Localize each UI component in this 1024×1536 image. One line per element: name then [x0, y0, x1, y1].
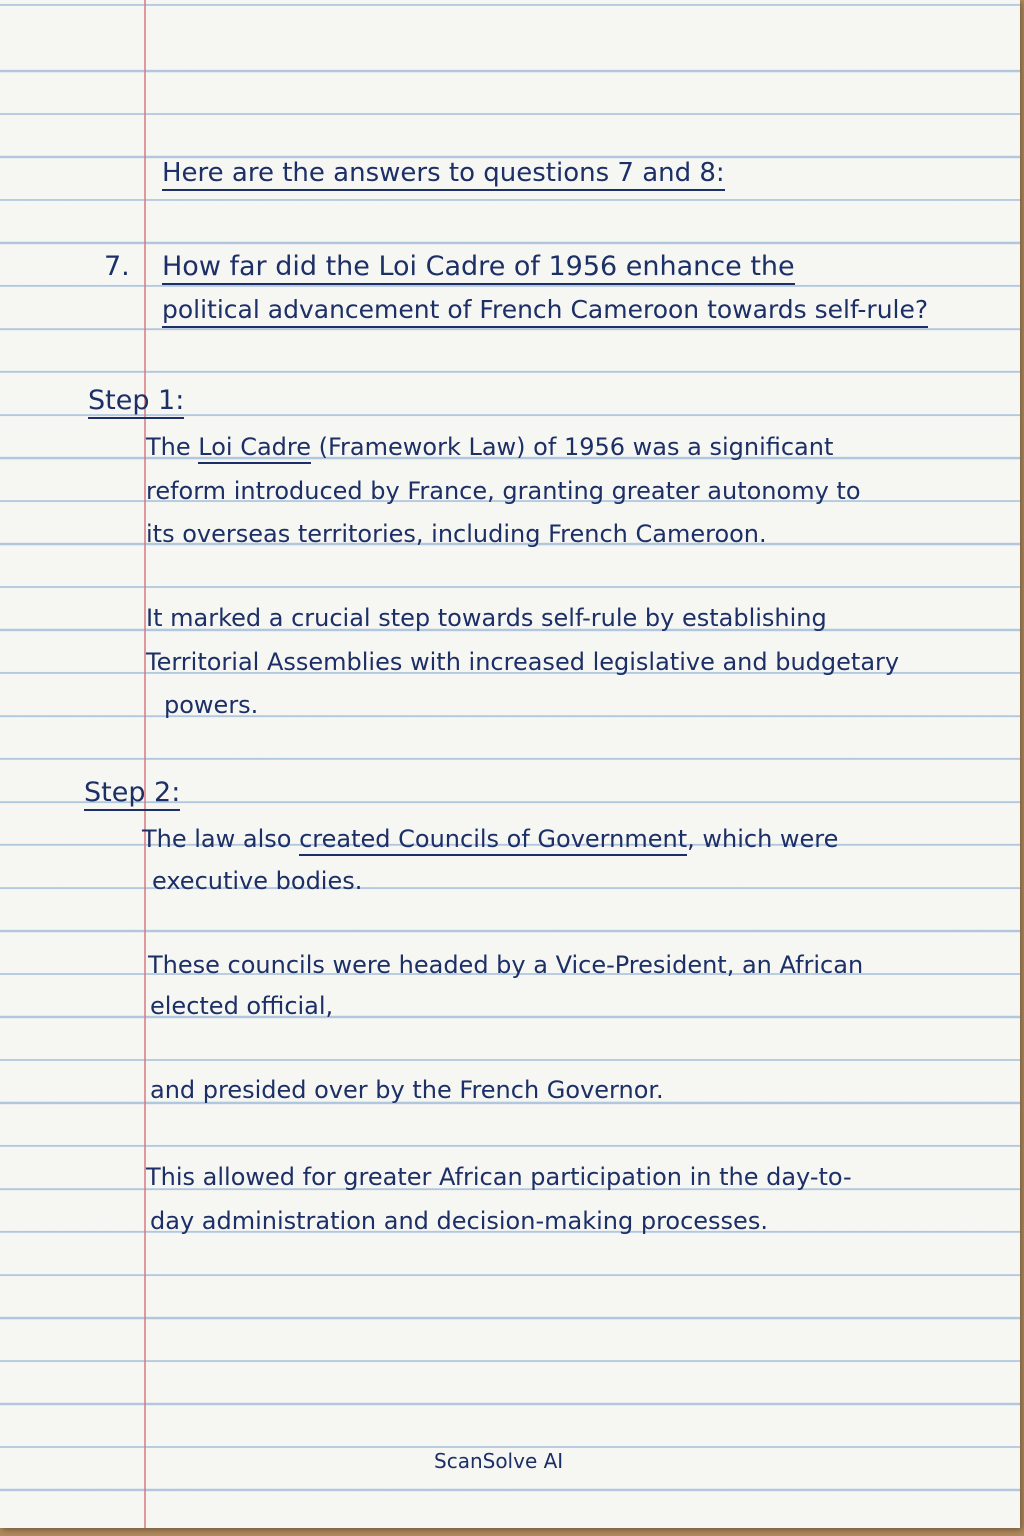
footer-brand: ScanSolve AI	[434, 1449, 564, 1473]
step-2-paragraph-1-line-1	[142, 824, 838, 854]
step-2-text: , which were	[687, 825, 839, 853]
step-2-paragraph-1-line-2: executive bodies.	[152, 867, 363, 895]
step-1-paragraph-1-line-3: its overseas territories, including French Cameroon.	[146, 520, 767, 548]
step-2-label: Step 2:	[84, 778, 180, 811]
step-1-text: The	[146, 433, 199, 461]
councils-term: created Councils of Government	[299, 825, 687, 856]
step-1-paragraph-2-line-1: It marked a crucial step towards self-rule by establishing	[146, 604, 827, 632]
step-2-paragraph-4-line-2: day administration and decision-making processes.	[150, 1207, 768, 1235]
step-2-paragraph-2-line-2: elected official,	[150, 992, 334, 1020]
question-number: 7.	[104, 251, 130, 282]
step-2-paragraph-3-line-1: and presided over by the French Governor.	[150, 1076, 664, 1104]
loi-cadre-term: Loi Cadre	[198, 433, 311, 464]
step-1-paragraph-2-line-2: Territorial Assemblies with increased legislative and budgetary	[146, 648, 900, 676]
question-line-1: How far did the Loi Cadre of 1956 enhance the	[162, 252, 795, 285]
question-line-2: political advancement of French Cameroon towards self-rule?	[162, 295, 928, 328]
step-2-paragraph-2-line-1: These councils were headed by a Vice-President, an African	[148, 951, 864, 979]
step-1-paragraph-1-line-1	[146, 432, 833, 462]
intro-heading: Here are the answers to questions 7 and 8:	[162, 158, 725, 191]
step-2-text: The law also	[142, 825, 300, 853]
step-2-paragraph-4-line-1: This allowed for greater African participation in the day-to-	[146, 1163, 852, 1191]
step-1-paragraph-2-line-3: powers.	[164, 691, 259, 719]
step-1-label: Step 1:	[88, 386, 184, 419]
margin-line	[144, 0, 146, 1528]
step-1-paragraph-1-line-2: reform introduced by France, granting greater autonomy to	[146, 477, 861, 505]
step-1-text: (Framework Law) of 1956 was a significant	[311, 433, 834, 461]
